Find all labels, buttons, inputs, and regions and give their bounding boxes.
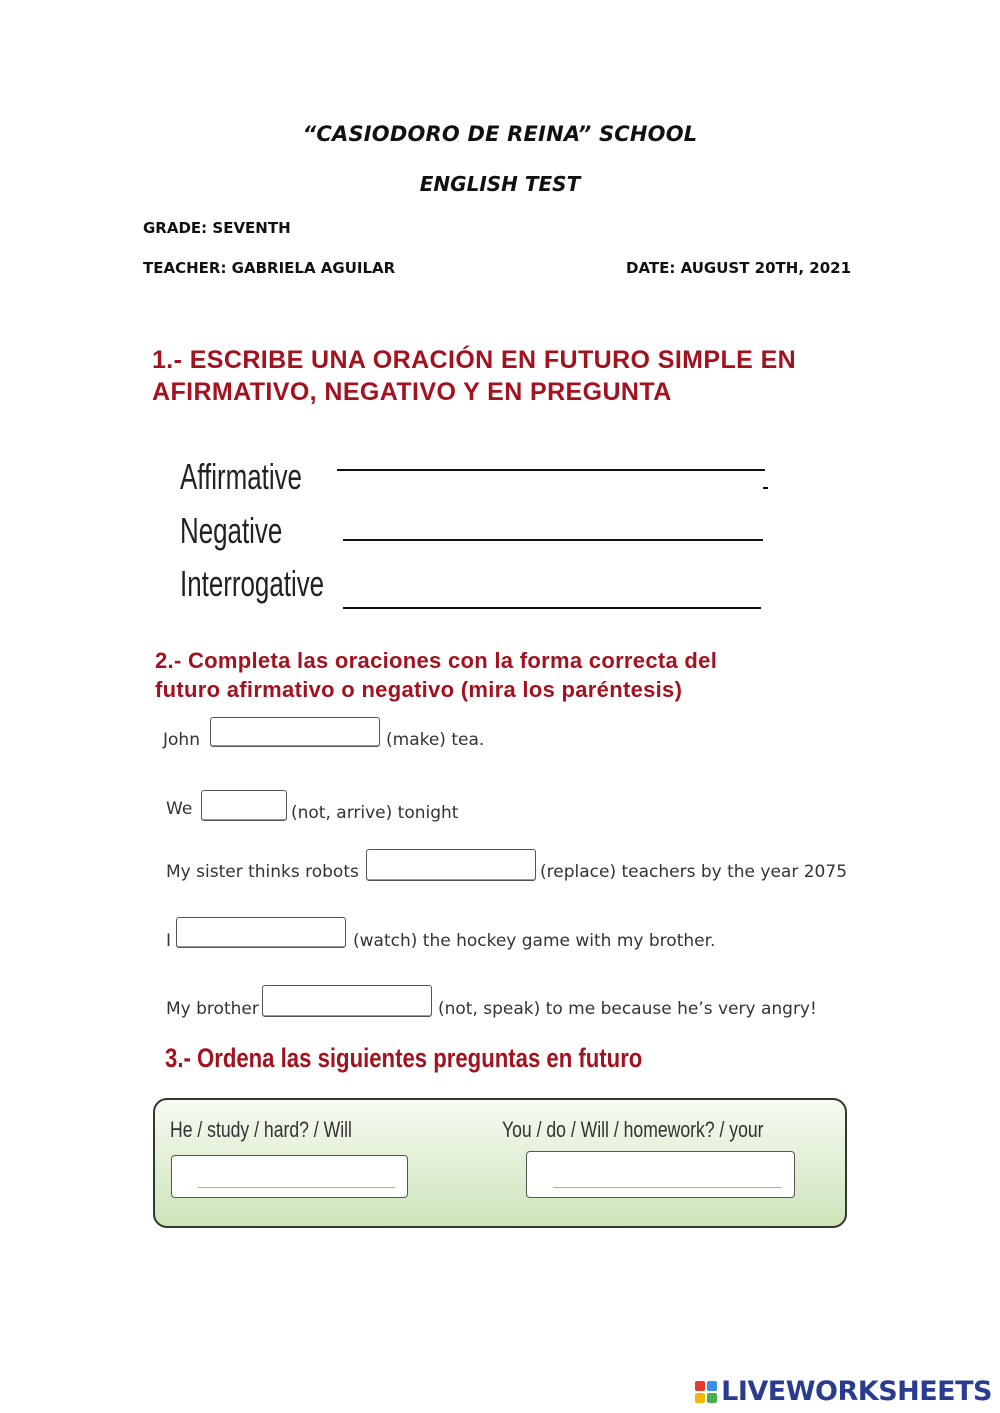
sentence-2-after: (not, arrive) tonight (291, 803, 459, 823)
stray-mark (763, 487, 768, 489)
teacher-label: TEACHER: GABRIELA AGUILAR (143, 259, 396, 277)
liveworksheets-brand (695, 1376, 992, 1407)
section1-heading-line1: 1.- ESCRIBE UNA ORACIÓN EN FUTURO SIMPLE EN (152, 346, 797, 374)
sentence-3-before: My sister thinks robots (166, 862, 359, 882)
liveworksheets-logo-icon (695, 1381, 717, 1403)
interrogative-label: Interrogative (180, 563, 325, 604)
logo-square-green (707, 1393, 717, 1403)
section1-heading-line2: AFIRMATIVO, NEGATIVO Y EN PREGUNTA (152, 378, 672, 406)
sentence-3-after: (replace) teachers by the year 2075 (540, 862, 848, 882)
logo-square-yellow (695, 1393, 705, 1403)
sentence-2-answer-box[interactable] (201, 790, 287, 821)
school-name: “CASIODORO DE REINA” SCHOOL (302, 122, 698, 146)
grade-label: GRADE: SEVENTH (143, 219, 291, 237)
sentence-1-after: (make) tea. (386, 730, 485, 750)
section1-heading (152, 344, 872, 408)
question-2-answer-box[interactable] (526, 1151, 795, 1198)
section3-heading: 3.- Ordena las siguientes preguntas en futuro (165, 1043, 643, 1073)
question-1-answer-box[interactable] (171, 1155, 408, 1198)
sentence-1-before: John (163, 730, 200, 750)
negative-label: Negative (180, 510, 283, 551)
sentence-1-answer-box[interactable] (210, 717, 380, 747)
test-title: ENGLISH TEST (419, 172, 581, 196)
section2-heading-line2: futuro afirmativo o negativo (mira los paréntesis) (155, 677, 683, 702)
question-2-text: You / do / Will / homework? / your (502, 1117, 764, 1142)
sentence-5-before: My brother (166, 999, 259, 1019)
affirmative-label: Affirmative (180, 456, 302, 497)
logo-square-red (695, 1381, 705, 1391)
sentence-5-after: (not, speak) to me because he’s very angry! (438, 999, 817, 1019)
negative-answer-line[interactable] (343, 539, 763, 541)
logo-square-blue (707, 1381, 717, 1391)
question-1-text: He / study / hard? / Will (170, 1117, 352, 1142)
sentence-4-answer-box[interactable] (176, 917, 346, 948)
affirmative-answer-line[interactable] (337, 469, 765, 471)
date-label: DATE: AUGUST 20TH, 2021 (626, 259, 851, 277)
sentence-4-after: (watch) the hockey game with my brother. (353, 931, 716, 951)
section2-heading (155, 646, 855, 704)
liveworksheets-wordmark: LIVEWORKSHEETS (721, 1376, 992, 1407)
sentence-5-answer-box[interactable] (262, 985, 432, 1017)
sentence-2-before: We (166, 799, 193, 819)
sentence-3-answer-box[interactable] (366, 849, 536, 881)
sentence-4-before: I (166, 931, 172, 951)
interrogative-answer-line[interactable] (343, 607, 761, 609)
section2-heading-line1: 2.- Completa las oraciones con la forma correcta del (155, 648, 718, 673)
